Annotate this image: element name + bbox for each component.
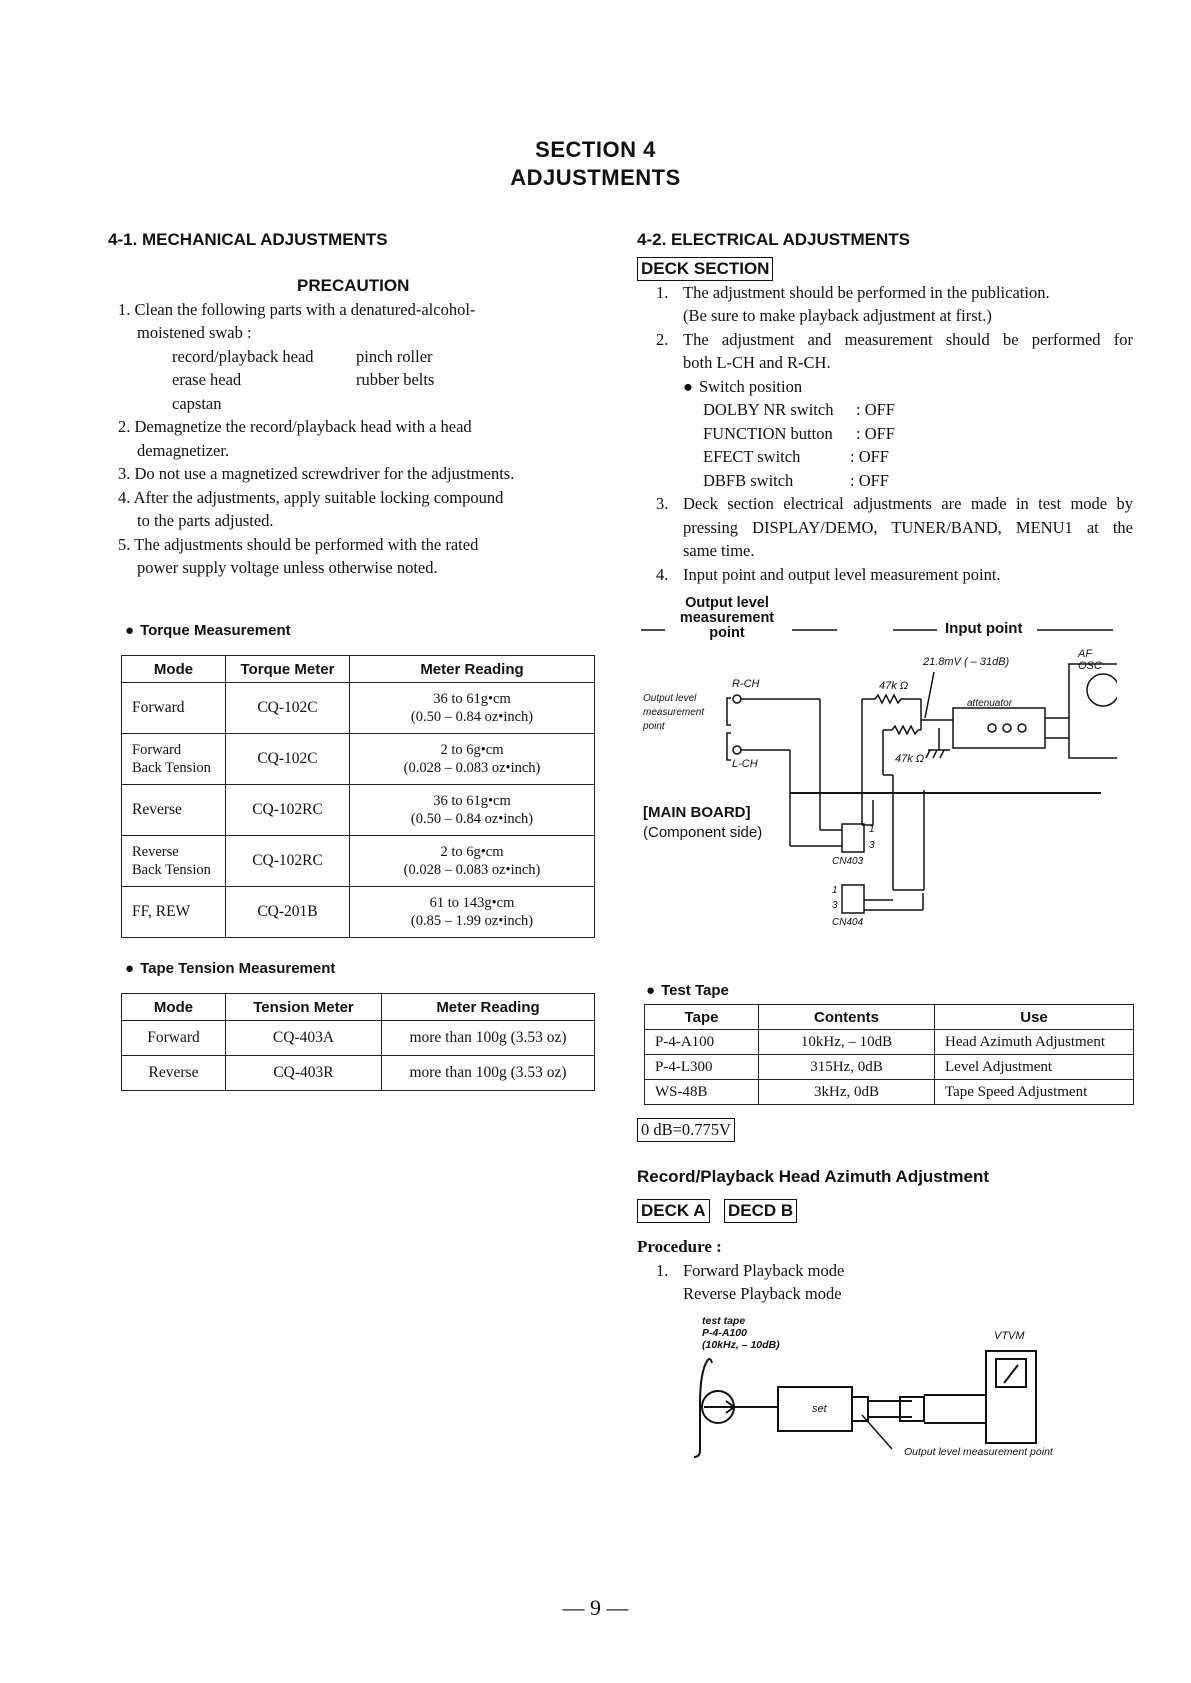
vtvm-box xyxy=(986,1351,1036,1443)
switch-name: DOLBY NR switch xyxy=(703,400,834,419)
bracket xyxy=(727,698,731,725)
mech-item-5a: 5. The adjustments should be performed with the rated xyxy=(118,535,479,554)
cn403-pin3: 3 xyxy=(869,840,875,851)
tension-header-mode: Mode xyxy=(122,994,226,1021)
torque-mode-line1: Reverse xyxy=(132,801,182,818)
switch-name: FUNCTION button xyxy=(703,424,833,443)
test-tape-callout xyxy=(702,1315,780,1351)
zero-db-note xyxy=(637,1118,735,1142)
torque-reading-line2: (0.85 – 1.99 oz•inch) xyxy=(410,913,534,929)
table-row xyxy=(122,1021,595,1056)
resistor-lower xyxy=(892,726,918,734)
mech-item-5b: power supply voltage unless otherwise noted. xyxy=(137,558,438,577)
table-row xyxy=(122,1056,595,1091)
ground-symbol xyxy=(926,750,930,758)
table-row xyxy=(122,683,595,734)
deck-section-box: DECK SECTION xyxy=(637,257,773,281)
switch-name: DBFB switch xyxy=(703,471,794,490)
attenuator-knob xyxy=(1003,724,1011,732)
cn404-connector xyxy=(842,885,864,913)
test-tape-table xyxy=(644,1004,1134,1105)
af-osc-label: AF OSC xyxy=(1078,648,1102,672)
tension-header-reading: Meter Reading xyxy=(382,994,595,1021)
torque-reading-line1: 2 to 6g•cm xyxy=(440,742,504,758)
mech-item-1b: moistened swab : xyxy=(137,323,252,342)
elec-item-1a: The adjustment should be performed in the publication. xyxy=(683,283,1050,302)
torque-header-row xyxy=(122,656,595,683)
torque-meter: CQ-201B xyxy=(226,887,350,938)
elec-num-1: 1. xyxy=(656,283,669,302)
part-capstan: capstan xyxy=(172,394,222,413)
resistor-upper-label: 47k Ω xyxy=(879,680,909,692)
page-number: — 9 — xyxy=(562,1595,629,1620)
ground-symbol xyxy=(940,750,944,758)
table-row xyxy=(122,836,595,887)
vtvm-label: VTVM xyxy=(994,1330,1025,1342)
test-tape-header-tape: Tape xyxy=(645,1005,759,1030)
rch-terminal xyxy=(733,695,741,703)
torque-reading-line2: (0.028 – 0.083 oz•inch) xyxy=(403,862,541,878)
tension-meter: CQ-403R xyxy=(226,1056,382,1091)
switch-name: EFECT switch xyxy=(703,447,801,466)
deck-a-box: DECK A xyxy=(637,1199,710,1223)
part-pinch-roller: pinch roller xyxy=(356,347,433,366)
torque-mode xyxy=(122,683,226,734)
torque-header-mode: Mode xyxy=(122,656,226,683)
torque-mode-line2: Back Tension xyxy=(132,760,211,776)
callout-line1: test tape xyxy=(702,1315,746,1327)
torque-mode xyxy=(122,887,226,938)
torque-mode-line1: Reverse xyxy=(132,844,179,860)
section-number: SECTION 4 xyxy=(535,137,656,162)
tension-mode: Reverse xyxy=(122,1056,226,1091)
cn404-pin1: 1 xyxy=(832,885,838,896)
input-voltage-label: 21.8mV ( – 31dB) xyxy=(923,656,1010,668)
mech-heading: 4-1. MECHANICAL ADJUSTMENTS xyxy=(108,230,388,249)
test-tape-id: WS-48B xyxy=(645,1080,759,1105)
elec-item-4: Input point and output level measurement point. xyxy=(683,565,1001,584)
precaution-heading: PRECAUTION xyxy=(297,276,410,295)
table-row xyxy=(645,1055,1134,1080)
callout-line3: (10kHz, – 10dB) xyxy=(702,1339,780,1351)
attenuator-label: attenuator xyxy=(967,698,1013,709)
output-point-label: Output level measurement point xyxy=(904,1446,1053,1458)
cn404-pin3: 3 xyxy=(832,900,838,911)
mech-item-4b: to the parts adjusted. xyxy=(137,511,274,530)
part-erase-head: erase head xyxy=(172,370,242,389)
mech-item-1a: 1. Clean the following parts with a denatured-alcohol- xyxy=(118,300,476,319)
part-rubber-belts: rubber belts xyxy=(356,370,435,389)
af-osc-dial xyxy=(1087,674,1117,706)
test-tape-use: Tape Speed Adjustment xyxy=(935,1080,1134,1105)
output-side-line1: Output level xyxy=(643,693,697,704)
callout-line2: P-4-A100 xyxy=(702,1327,747,1339)
torque-reading xyxy=(350,887,595,938)
elec-item-2a: The adjustment and measurement should be performed for xyxy=(683,330,1133,349)
test-tape-header-contents: Contents xyxy=(759,1005,935,1030)
torque-reading-line1: 61 to 143g•cm xyxy=(429,895,515,911)
tension-meter: CQ-403A xyxy=(226,1021,382,1056)
lch-terminal xyxy=(733,746,741,754)
torque-meter: CQ-102RC xyxy=(226,785,350,836)
rch-label: R-CH xyxy=(732,678,760,690)
test-tape-header-use: Use xyxy=(935,1005,1134,1030)
bracket xyxy=(727,733,731,760)
attenuator-box xyxy=(953,708,1045,748)
tension-reading: more than 100g (3.53 oz) xyxy=(382,1021,595,1056)
pointer-line xyxy=(862,1415,892,1449)
tape-reel xyxy=(706,1359,712,1363)
procedure-step-1-mode1: Forward Playback mode xyxy=(683,1261,845,1280)
torque-mode-line2: Back Tension xyxy=(132,862,211,878)
lch-label: L-CH xyxy=(732,758,758,770)
table-row xyxy=(645,1080,1134,1105)
attenuator-knob xyxy=(988,724,996,732)
tension-mode: Forward xyxy=(122,1021,226,1056)
torque-reading-line1: 36 to 61g•cm xyxy=(433,691,511,707)
tape-reel xyxy=(694,1363,706,1457)
resistor-upper xyxy=(875,695,901,703)
torque-mode xyxy=(122,785,226,836)
test-tape-title: ● Test Tape xyxy=(646,982,729,999)
ground-symbol xyxy=(933,750,937,758)
test-tape-contents: 315Hz, 0dB xyxy=(759,1055,935,1080)
output-level-line3: point xyxy=(709,625,745,641)
test-tape-id: P-4-A100 xyxy=(645,1030,759,1055)
tension-table xyxy=(121,993,595,1091)
torque-title: ● Torque Measurement xyxy=(125,622,291,639)
table-row xyxy=(122,734,595,785)
torque-table xyxy=(121,655,595,938)
test-tape-contents: 10kHz, – 10dB xyxy=(759,1030,935,1055)
switch-position-label: ● Switch position xyxy=(683,375,802,399)
torque-reading-line1: 2 to 6g•cm xyxy=(440,844,504,860)
measurement-circuit-diagram xyxy=(637,595,1117,940)
cn403-connector xyxy=(842,824,864,852)
elec-num-4: 4. xyxy=(656,565,669,584)
table-row xyxy=(122,785,595,836)
vtvm-needle xyxy=(1004,1365,1018,1383)
part-rp-head: record/playback head xyxy=(172,347,314,366)
deck-a-label xyxy=(637,1199,710,1223)
test-tape-header-row xyxy=(645,1005,1134,1030)
elec-item-2b: both L-CH and R-CH. xyxy=(683,353,831,372)
output-level-heading xyxy=(667,596,787,641)
procedure-step-1-mode2: Reverse Playback mode xyxy=(683,1284,842,1303)
output-side-line2: measurement xyxy=(643,707,705,718)
component-side-label: (Component side) xyxy=(643,824,763,841)
set-jack xyxy=(852,1397,868,1421)
torque-mode xyxy=(122,734,226,785)
elec-item-3a: Deck section electrical adjustments are made in test mode by xyxy=(683,494,1133,513)
procedure-step-1-num: 1. xyxy=(656,1261,669,1280)
mech-item-2a: 2. Demagnetize the record/playback head with a head xyxy=(118,417,472,436)
table-row xyxy=(645,1030,1134,1055)
torque-reading-line1: 36 to 61g•cm xyxy=(433,793,511,809)
elec-item-3c: same time. xyxy=(683,541,755,560)
output-level-line2: measurement xyxy=(679,610,775,626)
switch-value: : OFF xyxy=(850,471,889,490)
tension-header-row xyxy=(122,994,595,1021)
elec-item-3b: pressing DISPLAY/DEMO, TUNER/BAND, MENU1 at the xyxy=(683,518,1133,537)
torque-header-meter: Torque Meter xyxy=(226,656,350,683)
input-point-heading: Input point xyxy=(945,620,1023,637)
torque-mode-line1: FF, REW xyxy=(132,903,191,920)
azimuth-heading: Record/Playback Head Azimuth Adjustment xyxy=(637,1167,990,1186)
torque-reading-line2: (0.50 – 0.84 oz•inch) xyxy=(410,811,534,827)
elec-heading: 4-2. ELECTRICAL ADJUSTMENTS xyxy=(637,230,910,249)
cn403-pin1: 1 xyxy=(869,824,875,835)
switch-value: : OFF xyxy=(850,447,889,466)
attenuator-knob xyxy=(1018,724,1026,732)
torque-header-reading: Meter Reading xyxy=(350,656,595,683)
deck-section-label xyxy=(637,257,773,281)
elec-num-2: 2. xyxy=(656,330,669,349)
output-level-side-label xyxy=(643,692,704,734)
torque-mode-line1: Forward xyxy=(132,699,185,716)
deck-b-box: DECD B xyxy=(724,1199,797,1223)
cn404-label: CN404 xyxy=(832,917,864,928)
test-tape-use: Level Adjustment xyxy=(935,1055,1134,1080)
set-label: set xyxy=(812,1403,827,1415)
procedure-label: Procedure : xyxy=(637,1237,722,1256)
deck-b-label xyxy=(724,1199,797,1223)
test-tape-id: P-4-L300 xyxy=(645,1055,759,1080)
page-title: ADJUSTMENTS xyxy=(510,165,681,190)
azimuth-setup-diagram xyxy=(690,1315,1090,1465)
torque-reading-line2: (0.50 – 0.84 oz•inch) xyxy=(410,709,534,725)
torque-meter: CQ-102C xyxy=(226,683,350,734)
torque-mode xyxy=(122,836,226,887)
mech-item-4a: 4. After the adjustments, apply suitable locking compound xyxy=(118,488,504,507)
torque-reading xyxy=(350,785,595,836)
tension-title: ● Tape Tension Measurement xyxy=(125,960,335,977)
torque-reading-line2: (0.028 – 0.083 oz•inch) xyxy=(403,760,541,776)
resistor-lower-label: 47k Ω xyxy=(895,753,925,765)
torque-meter: CQ-102RC xyxy=(226,836,350,887)
torque-reading xyxy=(350,734,595,785)
tension-reading: more than 100g (3.53 oz) xyxy=(382,1056,595,1091)
torque-mode-line1: Forward xyxy=(132,742,182,758)
circuit-svg xyxy=(637,600,1117,940)
output-level-line1: Output level xyxy=(685,595,769,611)
main-board-label: [MAIN BOARD] xyxy=(643,804,751,821)
mech-item-3: 3. Do not use a magnetized screwdriver for the adjustments. xyxy=(118,464,515,483)
switch-value: : OFF xyxy=(856,400,895,419)
tension-header-meter: Tension Meter xyxy=(226,994,382,1021)
torque-meter: CQ-102C xyxy=(226,734,350,785)
elec-num-3: 3. xyxy=(656,494,669,513)
torque-reading xyxy=(350,836,595,887)
elec-item-1b: (Be sure to make playback adjustment at first.) xyxy=(683,306,992,325)
table-row xyxy=(122,887,595,938)
test-tape-use: Head Azimuth Adjustment xyxy=(935,1030,1134,1055)
voltage-arrow xyxy=(925,672,934,718)
zero-db-box: 0 dB=0.775V xyxy=(637,1118,735,1142)
torque-reading xyxy=(350,683,595,734)
mech-item-2b: demagnetizer. xyxy=(137,441,230,460)
cn403-label: CN403 xyxy=(832,856,864,867)
test-tape-contents: 3kHz, 0dB xyxy=(759,1080,935,1105)
output-side-line3: point xyxy=(643,721,665,732)
switch-value: : OFF xyxy=(856,424,895,443)
